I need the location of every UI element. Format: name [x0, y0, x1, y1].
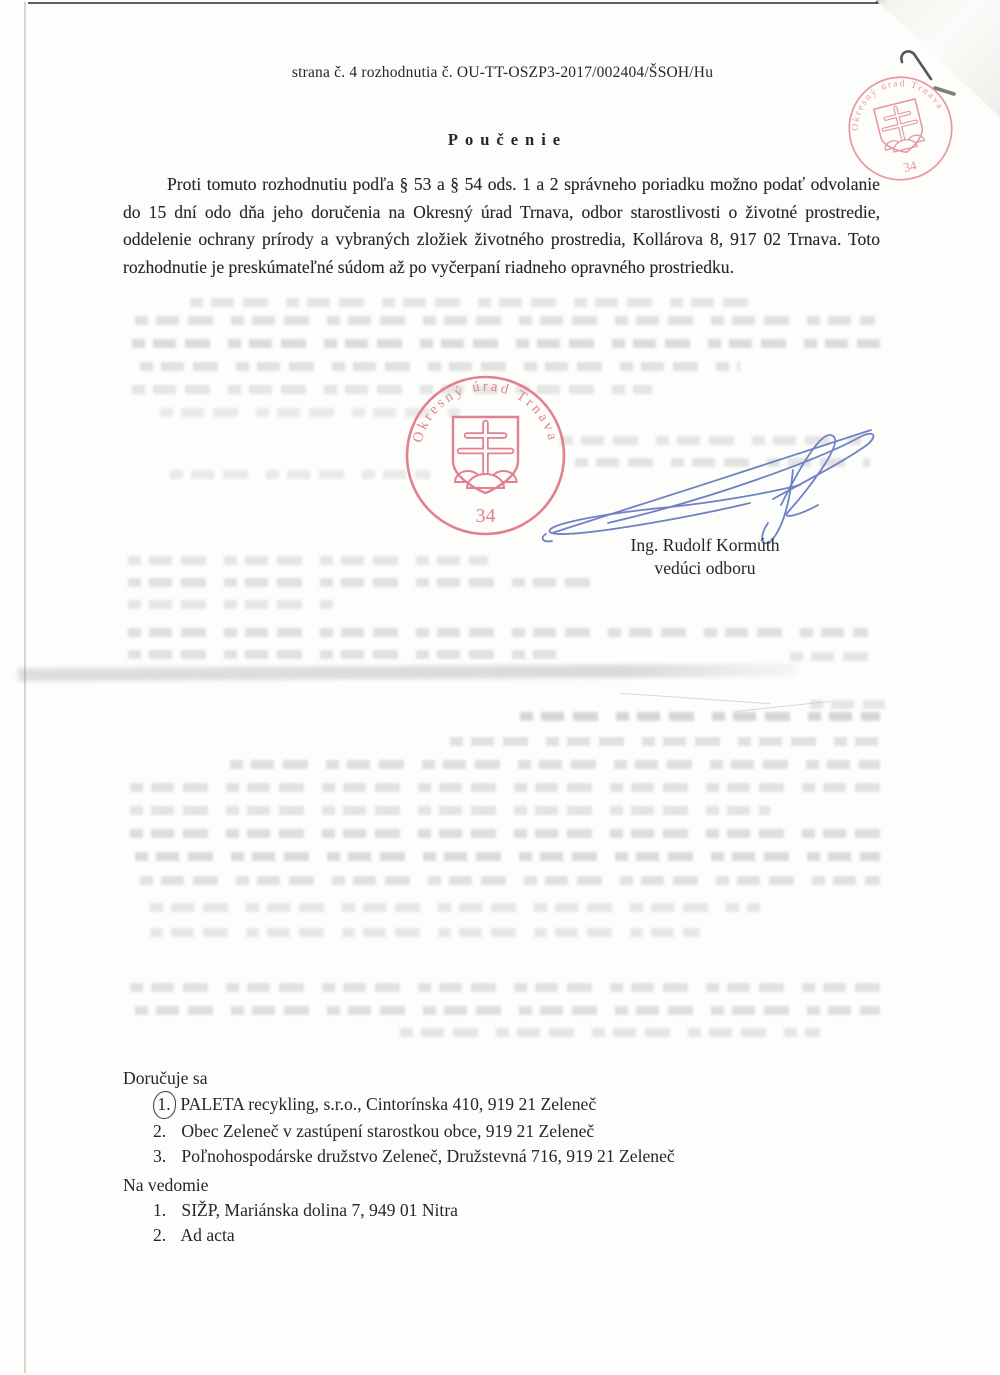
- list-item: [123, 1144, 675, 1169]
- stamp-text: Okresný úrad Trnava: [409, 378, 562, 445]
- stamp-number: 34: [475, 505, 496, 527]
- list-item: [123, 1091, 675, 1119]
- corner-stamp-number: 34: [901, 157, 919, 176]
- item-number: 1.: [153, 1200, 167, 1220]
- item-number: 2.: [153, 1121, 167, 1141]
- crease-smudge: [18, 664, 796, 682]
- corner-stamp: [846, 74, 955, 183]
- list-item: [123, 1119, 675, 1144]
- signer-name: Ing. Rudolf Kormúth: [630, 535, 780, 555]
- list-item: [123, 1223, 458, 1248]
- item-text: Obec Zeleneč v zastúpení starostkou obce, 919 21 Zeleneč: [181, 1121, 595, 1141]
- distribution-heading: Doručuje sa: [123, 1068, 208, 1088]
- item-text: Ad acta: [180, 1225, 235, 1245]
- signer-title: vedúci odboru: [654, 558, 756, 578]
- page-header: strana č. 4 rozhodnutia č. OU-TT-OSZP3-2017/002404/ŠSOH/Hu: [291, 64, 714, 81]
- page-top-edge: [28, 2, 878, 4]
- cc-list: [123, 1173, 458, 1248]
- distribution-list: [123, 1066, 675, 1169]
- item-text: PALETA recykling, s.r.o., Cintorínska 410, 919 21 Zeleneč: [180, 1094, 597, 1114]
- item-number: 2.: [153, 1225, 167, 1245]
- section-title: Poučenie: [447, 130, 568, 149]
- item-text: SIŽP, Mariánska dolina 7, 949 01 Nitra: [181, 1200, 458, 1220]
- item-text: Poľnohospodárske družstvo Zeleneč, Družstevná 716, 919 21 Zeleneč: [181, 1146, 675, 1166]
- body-paragraph: Proti tomuto rozhodnutiu podľa § 53 a § 54 ods. 1 a 2 správneho poriadku možno podať odvolanie do 15 dní odo dňa jeho doručenia na Okresný úrad Trnava, odbor starostlivosti o životné prostredie, oddelenie ochrany prírody a vybraných zložiek životného prostredia, Kollárova 8, 917 02 Trnava. Toto rozhodnutie je preskúmateľné súdom až po vyčerpaní riadneho opravného prostriedku.: [123, 174, 880, 277]
- signer-block: [560, 534, 850, 580]
- crease-line: [620, 693, 770, 704]
- cc-heading: Na vedomie: [123, 1175, 209, 1195]
- item-number: 3.: [153, 1146, 167, 1166]
- item-number-circled: 1.: [153, 1091, 176, 1119]
- list-item: [123, 1198, 458, 1223]
- corner-stamp-text: Okresný úrad Trnava: [850, 78, 946, 132]
- page-left-edge: [24, 2, 26, 1373]
